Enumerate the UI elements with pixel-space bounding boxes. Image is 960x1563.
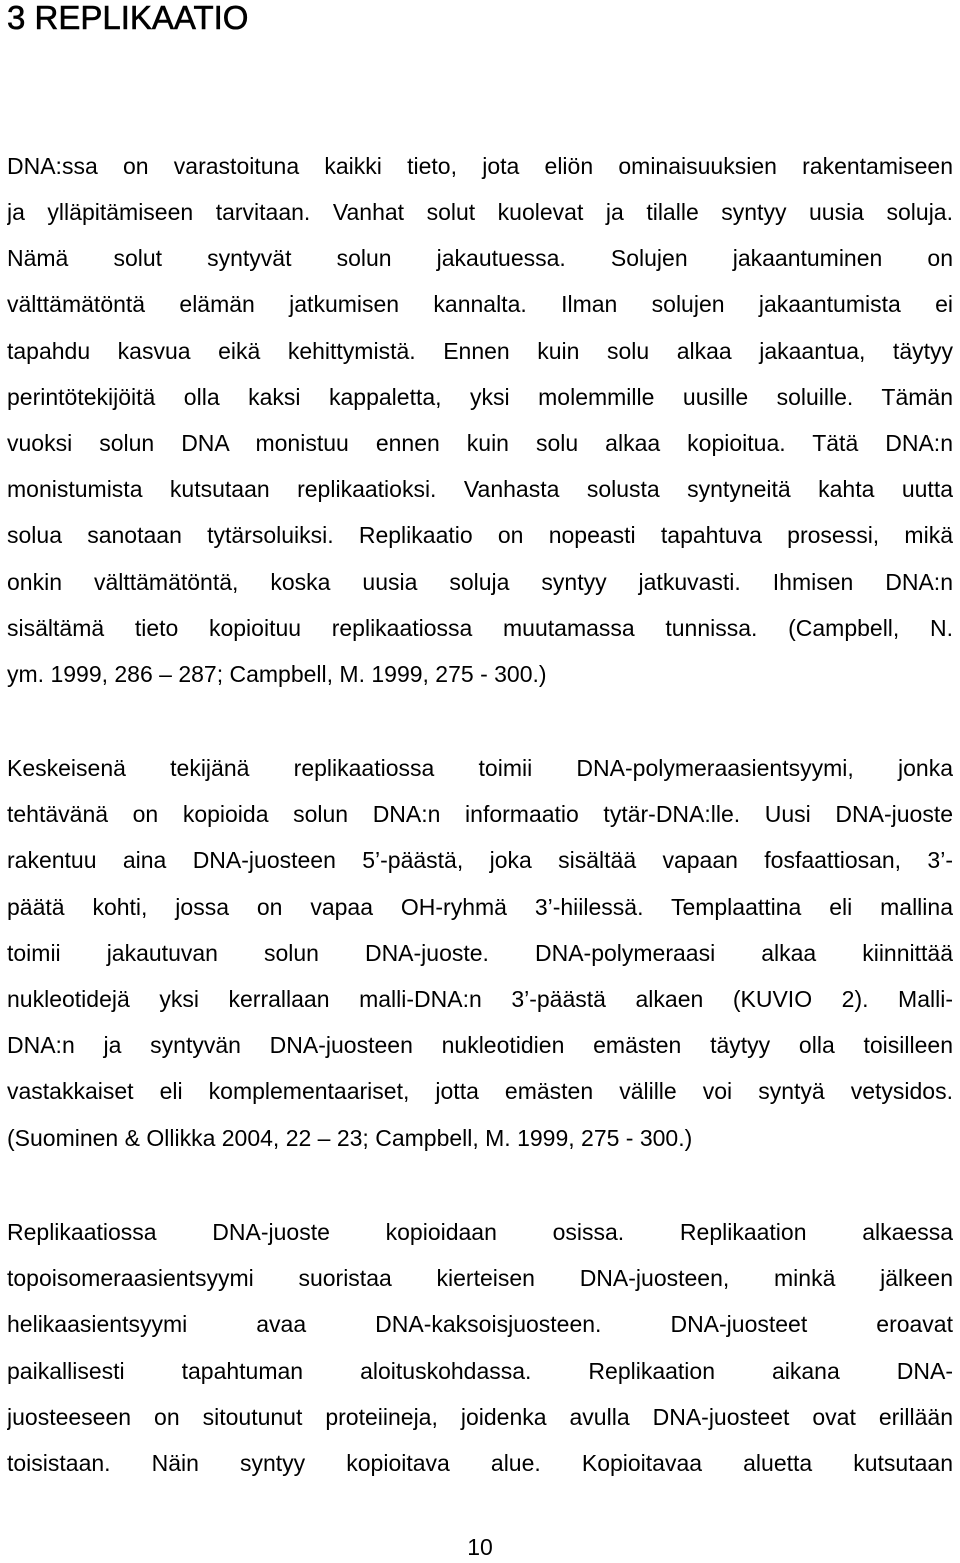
text-line: nukleotidejä yksi kerrallaan malli-DNA:n 3’-päästä alkaen (KUVIO 2). Malli- — [7, 986, 953, 1012]
text-line: rakentuu aina DNA-juosteen 5’-päästä, joka sisältää vapaan fosfaattiosan, 3’- — [7, 847, 953, 873]
chapter-heading: 3 REPLIKAATIO — [7, 0, 249, 36]
text-line: vuoksi solun DNA monistuu ennen kuin solu alkaa kopioitua. Tätä DNA:n — [7, 430, 953, 456]
text-line: onkin välttämätöntä, koska uusia soluja syntyy jatkuvasti. Ihmisen DNA:n — [7, 569, 953, 595]
text-line: sisältämä tieto kopioituu replikaatiossa muutamassa tunnissa. (Campbell, N. — [7, 615, 953, 641]
text-line: DNA:ssa on varastoituna kaikki tieto, jota eliön ominaisuuksien rakentamiseen — [7, 153, 953, 179]
text-line: toisistaan. Näin syntyy kopioitava alue. Kopioitavaa aluetta kutsutaan — [7, 1450, 953, 1476]
text-line: DNA:n ja syntyvän DNA-juosteen nukleotidien emästen täytyy olla toisilleen — [7, 1032, 953, 1058]
text-line: monistumista kutsutaan replikaatioksi. Vanhasta solusta syntyneitä kahta uutta — [7, 476, 953, 502]
text-line: tapahdu kasvua eikä kehittymistä. Ennen kuin solu alkaa jakaantua, täytyy — [7, 338, 953, 364]
text-line: solua sanotaan tytärsoluiksi. Replikaatio on nopeasti tapahtuva prosessi, mikä — [7, 522, 953, 548]
text-line: ja ylläpitämiseen tarvitaan. Vanhat solut kuolevat ja tilalle syntyy uusia soluja. — [7, 199, 953, 225]
text-line: välttämätöntä elämän jatkumisen kannalta. Ilman solujen jakaantumista ei — [7, 291, 953, 317]
text-line: helikaasientsyymi avaa DNA-kaksoisjuosteen. DNA-juosteet eroavat — [7, 1311, 953, 1337]
text-line: päätä kohti, jossa on vapaa OH-ryhmä 3’-hiilessä. Templaattina eli mallina — [7, 894, 953, 920]
text-line: perintötekijöitä olla kaksi kappaletta, yksi molemmille uusille soluille. Tämän — [7, 384, 953, 410]
text-line: topoisomeraasientsyymi suoristaa kierteisen DNA-juosteen, minkä jälkeen — [7, 1265, 953, 1291]
text-line: (Suominen & Ollikka 2004, 22 – 23; Campbell, M. 1999, 275 - 300.) — [7, 1125, 693, 1151]
page-number: 10 — [467, 1534, 493, 1560]
text-line: paikallisesti tapahtuman aloituskohdassa. Replikaation aikana DNA- — [7, 1358, 953, 1384]
text-line: tehtävänä on kopioida solun DNA:n informaatio tytär-DNA:lle. Uusi DNA-juoste — [7, 801, 953, 827]
text-line: Replikaatiossa DNA-juoste kopioidaan osissa. Replikaation alkaessa — [7, 1219, 953, 1245]
text-line: juosteeseen on sitoutunut proteiineja, joidenka avulla DNA-juosteet ovat erillään — [7, 1404, 953, 1430]
text-line: vastakkaiset eli komplementaariset, jotta emästen välille voi syntyä vetysidos. — [7, 1078, 953, 1104]
text-line: Keskeisenä tekijänä replikaatiossa toimii DNA-polymeraasientsyymi, jonka — [7, 755, 953, 781]
text-line: toimii jakautuvan solun DNA-juoste. DNA-polymeraasi alkaa kiinnittää — [7, 940, 953, 966]
text-line: ym. 1999, 286 – 287; Campbell, M. 1999, 275 - 300.) — [7, 661, 547, 687]
text-line: Nämä solut syntyvät solun jakautuessa. Solujen jakaantuminen on — [7, 245, 953, 271]
